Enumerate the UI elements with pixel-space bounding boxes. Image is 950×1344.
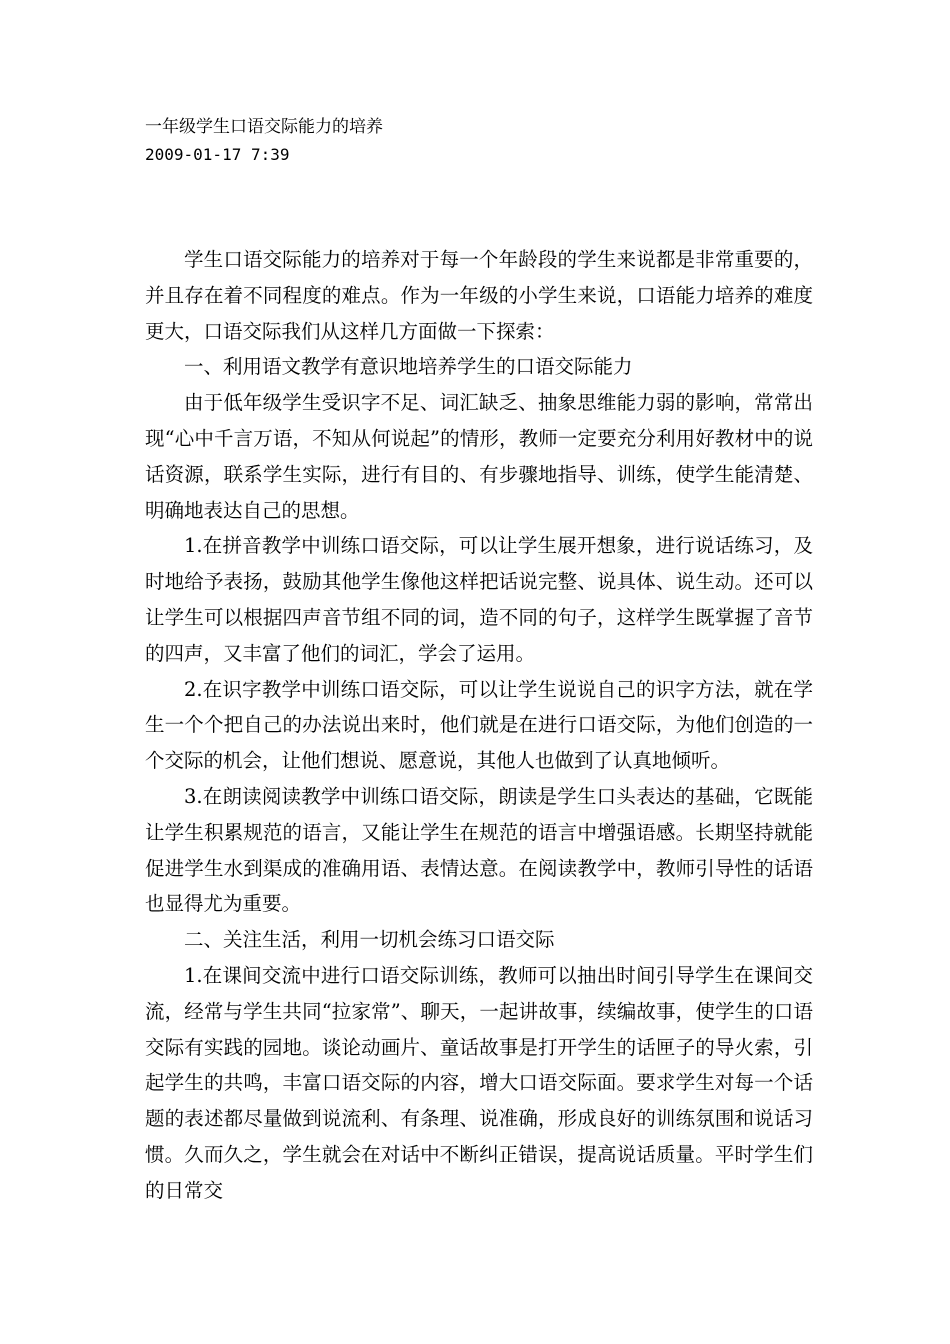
document-body bbox=[145, 242, 813, 1209]
paragraph: 2.在识字教学中训练口语交际，可以让学生说说自己的识字方法，就在学生一个个把自己的办法说出来时，他们就是在进行口语交际，为他们创造的一个交际的机会，让他们想说、愿意说，其他人也做到了认真地倾听。 bbox=[145, 677, 813, 773]
paragraph-intro: 学生口语交际能力的培养对于每一个年龄段的学生来说都是非常重要的，并且存在着不同程度的难点。作为一年级的小学生来说，口语能力培养的难度更大，口语交际我们从这样几方面做一下探索： bbox=[145, 248, 813, 343]
document-date: 2009-01-17 7:39 bbox=[145, 145, 290, 164]
section-heading-2: 二、关注生活，利用一切机会练习口语交际 bbox=[184, 928, 555, 952]
document-header bbox=[145, 114, 383, 168]
document-title: 一年级学生口语交际能力的培养 bbox=[145, 117, 383, 137]
section-heading-1: 一、利用语文教学有意识地培养学生的口语交际能力 bbox=[184, 355, 633, 379]
paragraph: 由于低年级学生受识字不足、词汇缺乏、抽象思维能力弱的影响，常常出现“心中千言万语，不知从何说起”的情形，教师一定要充分利用好教材中的说话资源，联系学生实际，进行有目的、有步骤地指导、训练，使学生能清楚、明确地表达自己的思想。 bbox=[145, 391, 813, 522]
paragraph: 3.在朗读阅读教学中训练口语交际，朗读是学生口头表达的基础，它既能让学生积累规范的语言，又能让学生在规范的语言中增强语感。长期坚持就能促进学生水到渠成的准确用语、表情达意。在阅读教学中，教师引导性的话语也显得尤为重要。 bbox=[145, 784, 813, 916]
paragraph: 1.在拼音教学中训练口语交际，可以让学生展开想象，进行说话练习，及时地给予表扬，鼓励其他学生像他这样把话说完整、说具体、说生动。还可以让学生可以根据四声音节组不同的词，造不同的句子，这样学生既掌握了音节的四声，又丰富了他们的词汇，学会了运用。 bbox=[145, 534, 813, 665]
paragraph: 1.在课间交流中进行口语交际训练，教师可以抽出时间引导学生在课间交流，经常与学生共同“拉家常”、聊天，一起讲故事，续编故事，使学生的口语交际有实践的园地。谈论动画片、童话故事是打开学生的话匣子的导火索，引起学生的共鸣，丰富口语交际的内容，增大口语交际面。要求学生对每一个话题的表述都尽量做到说流利、有条理、说准确，形成良好的训练氛围和说话习惯。久而久之，学生就会在对话中不断纠正错误，提高说话质量。平时学生们的日常交 bbox=[145, 963, 813, 1202]
